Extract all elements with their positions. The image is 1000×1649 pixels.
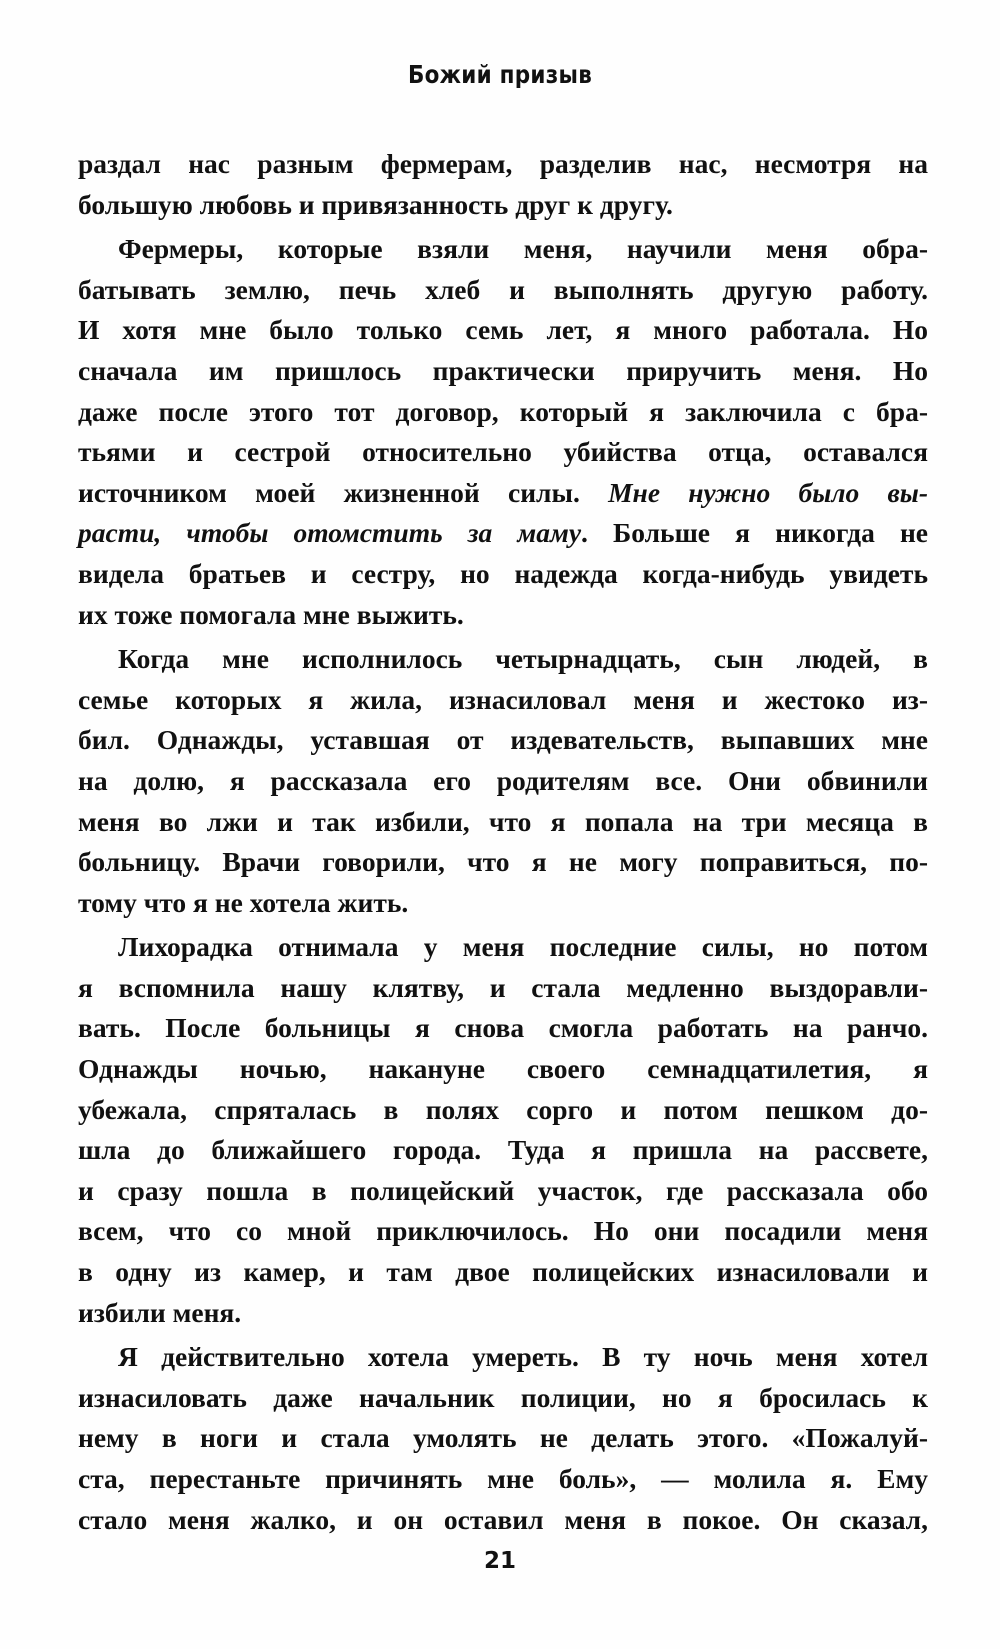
text-line: семье которых я жила, изнасиловал меня и жестоко из- [78, 683, 928, 715]
text-line: И хотя мне было только семь лет, я много работала. Но [78, 314, 928, 346]
text-line: на долю, я рассказала его родителям все. Они обвинили [78, 764, 928, 796]
text-line [78, 513, 928, 554]
text-line: меня во лжи и так избили, что я попала на три месяца в [78, 805, 928, 837]
text-line: Лихорадка отнимала у меня последние силы, но потом [118, 931, 928, 963]
text-line: стало меня жалко, и он оставил меня в покое. Он сказал, [78, 1503, 928, 1535]
text-line: Фермеры, которые взяли меня, научили меня обра- [118, 233, 928, 265]
text-line: Однажды ночью, накануне своего семнадцатилетия, я [78, 1053, 928, 1085]
text-line: шла до ближайшего города. Туда я пришла на рассвете, [78, 1134, 928, 1166]
italic-run: Мне нужно было вы- [608, 476, 928, 508]
text-line: их тоже помогала мне выжить. [78, 598, 464, 630]
italic-run: расти, чтобы отомстить за маму [78, 517, 582, 549]
text-line: больницу. Врачи говорили, что я не могу поправиться, по- [78, 846, 928, 878]
text-run: . Больше я никогда не [581, 517, 928, 549]
text-line: ста, перестаньте причинять мне боль», — молила я. Ему [78, 1463, 928, 1494]
text-run: источником моей жизненной силы. [78, 476, 609, 508]
text-line: я вспомнила нашу клятву, и стала медленно выздоравли- [78, 971, 928, 1003]
text-line: тому что я не хотела жить. [78, 886, 409, 918]
text-line: бил. Однажды, уставшая от издевательств, выпавших мне [78, 724, 928, 756]
body-text [78, 144, 928, 1540]
text-line: всем, что со мной приключилось. Но они посадили меня [78, 1215, 928, 1247]
text-line: Я действительно хотела умереть. В ту ночь меня хотел [118, 1341, 928, 1373]
text-line: тьями и сестрой относительно убийства отца, оставался [78, 436, 928, 468]
text-line: видела братьев и сестру, но надежда когда-нибудь увидеть [78, 557, 928, 589]
text-line: нему в ноги и стала умолять не делать этого. «Пожалуй- [78, 1422, 928, 1454]
text-line: убежала, спряталась в полях сорго и потом пешком до- [78, 1093, 928, 1125]
text-line: вать. После больницы я снова смогла работать на ранчо. [78, 1012, 928, 1044]
text-line: в одну из камер, и там двое полицейских изнасиловали и [78, 1256, 928, 1288]
text-line: батывать землю, печь хлеб и выполнять другую работу. [78, 273, 928, 305]
text-line: и сразу пошла в полицейский участок, где рассказала обо [78, 1174, 928, 1206]
running-title: Божий призыв [407, 60, 593, 89]
text-line: избили меня. [78, 1296, 242, 1328]
page-number: 21 [483, 1548, 516, 1574]
text-line: раздал нас разным фермерам, разделив нас, несмотря на [78, 148, 928, 179]
text-line: большую любовь и привязанность друг к другу. [78, 188, 673, 220]
text-line [78, 473, 928, 514]
text-line: изнасиловать даже начальник полиции, но я бросилась к [78, 1381, 928, 1413]
text-line: сначала им пришлось практически приручить меня. Но [78, 354, 928, 386]
text-line: Когда мне исполнилось четырнадцать, сын людей, в [118, 643, 928, 675]
text-line: даже после этого тот договор, который я заключила с бра- [78, 395, 928, 427]
